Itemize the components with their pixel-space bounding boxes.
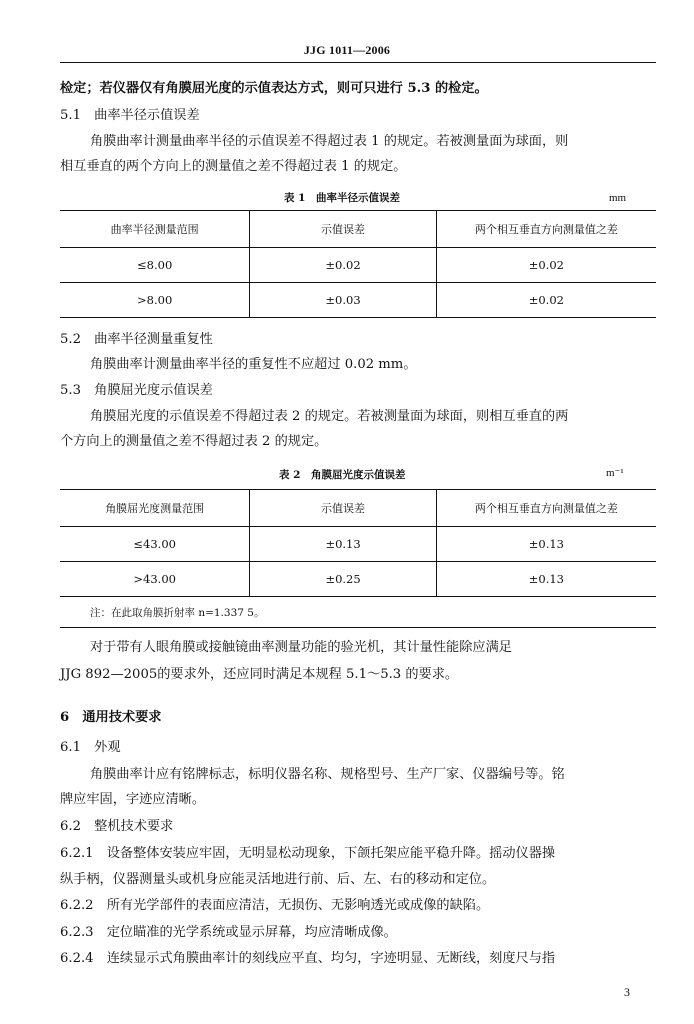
table-2-cell: ±0.13	[528, 537, 564, 551]
section-6-heading: 6 通用技术要求	[60, 710, 162, 725]
section-6-2-3: 6.2.3 定位瞄准的光学系统或显示屏幕，均应清晰成像。	[60, 925, 397, 940]
table-1-cell: ±0.02	[528, 293, 564, 307]
section-5-2-paragraph: 角膜曲率计测量曲率半径的重复性不应超过 0.02 mm。	[90, 357, 417, 372]
paragraph-line: 对于带有人眼角膜或接触镜曲率测量功能的验光机，其计量性能除应满足	[90, 640, 512, 655]
section-6-1-paragraph-line-1: 角膜曲率计应有铭牌标志，标明仪器名称、规格型号、生产厂家、仪器编号等。铭	[90, 767, 565, 782]
table-1-cell: >8.00	[137, 293, 173, 307]
table-1-cell: ≤8.00	[137, 258, 173, 272]
header-rule	[60, 62, 656, 63]
table-2-header-row	[60, 490, 656, 527]
table-2-row	[60, 527, 656, 562]
table-1-cell: ±0.02	[528, 258, 564, 272]
table-1-row	[60, 248, 656, 283]
table-2-note: 注：在此取角膜折射率 n=1.337 5。	[90, 606, 265, 619]
table-2-header-cell: 角膜屈光度测量范围	[105, 502, 205, 515]
table-1-header-row	[60, 211, 656, 248]
table-2-cell: ±0.25	[250, 562, 436, 597]
table-1-row	[60, 283, 656, 318]
section-5-1-paragraph-line-1: 角膜曲率计测量曲率半径的示值误差不得超过表 1 的规定。若被测量面为球面，则	[90, 134, 569, 149]
table-1-header-cell: 示值误差	[250, 211, 436, 248]
section-6-1-heading: 6.1 外观	[60, 740, 121, 755]
running-header: JJG 1011—2006	[303, 43, 391, 57]
table-2-caption: 表 2 角膜屈光度示值误差	[279, 469, 406, 481]
section-5-3-paragraph-line-2: 个方向上的测量值之差不得超过表 2 的规定。	[60, 434, 328, 449]
section-5-1-paragraph-line-2: 相互垂直的两个方向上的测量值之差不得超过表 1 的规定。	[60, 159, 407, 174]
table-1-caption: 表 1 曲率半径示值误差	[284, 192, 400, 204]
section-5-1-heading: 5.1 曲率半径示值误差	[60, 108, 200, 123]
table-2-header-cell: 两个相互垂直方向测量值之差	[474, 502, 618, 515]
section-6-1-paragraph-line-2: 牌应牢固，字迹应清晰。	[60, 792, 206, 807]
table-1-header-cell: 曲率半径测量范围	[110, 223, 199, 236]
section-6-2-4: 6.2.4 连续显示式角膜曲率计的刻线应平直、均匀，字迹明显、无断线，刻度尺与指	[60, 951, 556, 966]
section-6-2-1-line-1: 6.2.1 设备整体安装应牢固，无明显松动现象，下颌托架应能平稳升降。摇动仪器操	[60, 846, 556, 861]
table-2-cell: ±0.13	[528, 572, 564, 586]
table-1-cell: ±0.02	[250, 248, 436, 283]
section-6-2-2: 6.2.2 所有光学部件的表面应清洁，无损伤、无影响透光或成像的缺陷。	[60, 898, 490, 913]
intro-line: 检定；若仪器仅有角膜屈光度的示值表达方式，则可只进行 5.3 的检定。	[60, 81, 488, 96]
section-6-2-heading: 6.2 整机技术要求	[60, 819, 174, 834]
table-2-row	[60, 562, 656, 597]
table-2-cell: ≤43.00	[133, 537, 176, 551]
table-2-cell: ±0.13	[250, 527, 436, 562]
table-1	[60, 211, 656, 318]
section-5-3-heading: 5.3 角膜屈光度示值误差	[60, 383, 213, 398]
table-2-note-row	[60, 597, 656, 628]
table-2-header-cell: 示值误差	[250, 490, 436, 527]
paragraph-line: JJG 892—2005的要求外，还应同时满足本规程 5.1～5.3 的要求。	[60, 667, 459, 682]
table-2	[60, 490, 656, 628]
page-number: 3	[624, 985, 630, 999]
table-2-cell: >43.00	[133, 572, 176, 586]
section-5-2-heading: 5.2 曲率半径测量重复性	[60, 332, 213, 347]
table-1-header-cell: 两个相互垂直方向测量值之差	[474, 223, 618, 236]
section-5-3-paragraph-line-1: 角膜屈光度的示值误差不得超过表 2 的规定。若被测量面为球面，则相互垂直的两	[90, 409, 569, 424]
table-1-cell: ±0.03	[250, 283, 436, 318]
table-2-unit: m⁻¹	[606, 467, 624, 479]
table-1-unit: mm	[609, 192, 627, 204]
section-6-2-1-line-2: 纵手柄，仪器测量头或机身应能灵活地进行前、后、左、右的移动和定位。	[60, 872, 496, 887]
